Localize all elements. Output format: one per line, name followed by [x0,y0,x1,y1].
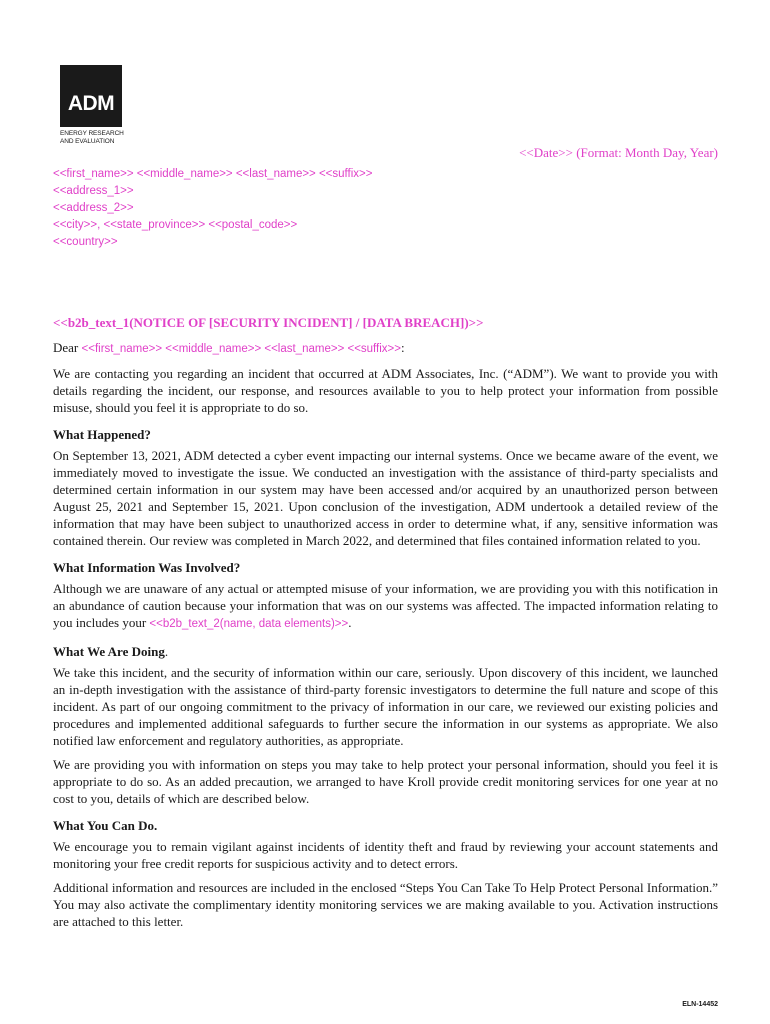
information-involved-text: Although we are unaware of any actual or attempted misuse of your information, we are providing you with this notification in an abundance of caution because your information that was on our systems was affected. The impacted information relating to you includes your [53,581,718,630]
address-line-name: <<first_name>> <<middle_name>> <<last_name>> <<suffix>> [53,168,373,180]
data-elements-placeholder: <<b2b_text_2(name, data elements)>> [149,618,349,630]
address-line-country: <<country>> [53,236,118,248]
greeting-name-placeholder: <<first_name>> <<middle_name>> <<last_name>> <<suffix>> [81,343,401,355]
information-involved-paragraph [53,580,718,633]
letter-body [53,314,718,937]
greeting-prefix: Dear [53,340,82,355]
logo-mark: ADM [67,92,115,115]
greeting-colon: : [400,340,405,355]
information-involved-period: . [348,615,352,630]
adm-logo [60,65,122,127]
address-line-city: <<city>>, <<state_province>> <<postal_code>> [53,219,298,231]
address-line-1: <<address_1>> [53,185,134,197]
what-we-are-doing-heading-text: What We Are Doing [53,644,165,659]
what-happened-paragraph: On September 13, 2021, ADM detected a cyber event impacting our internal systems. Once we became aware of the event, we immediately moved to investigate the issue. We conducted an investigation with the assistance of third-party specialists and determined certain information in our system may have been accessed and/or acquired by an unauthorized person between August 25, 2021 and September 15, 2021. Upon conclusion of the investigation, ADM undertook a detailed review of the information that may have been subject to unauthorized access in order to determine what, if any, sensitive information was contained therein. Our review was completed in March 2022, and determined that files contained information related to you. [53,448,718,548]
what-we-are-doing-heading-period: . [164,644,169,659]
section-heading-what-you-can-do: What You Can Do. [53,818,158,833]
logo-subtitle-line2: AND EVALUATION [60,137,115,145]
footer-code: ELN-14452 [682,1001,718,1008]
what-we-are-doing-paragraph-2: We are providing you with information on steps you may take to help protect your personal information, should you feel it is appropriate to do so. As an added precaution, we arranged to have Kroll provide credit monitoring services for one year at no cost to you, details of which are described below. [53,757,718,806]
section-heading-what-happened: What Happened? [53,427,151,442]
what-you-can-do-paragraph-1: We encourage you to remain vigilant against incidents of identity theft and fraud by reviewing your account statements and monitoring your free credit reports for suspicious activity and to detect errors. [53,839,718,871]
section-heading-information-involved: What Information Was Involved? [53,560,241,575]
notice-headline: <<b2b_text_1(NOTICE OF [SECURITY INCIDENT] / [DATA BREACH])>> [53,315,484,330]
intro-paragraph: We are contacting you regarding an incident that occurred at ADM Associates, Inc. (“ADM”). We want to provide you with details regarding the incident, our response, and resources available to you to help protect your information from possible misuse, should you feel it is appropriate to do so. [53,366,718,415]
greeting [53,339,718,358]
address-line-2: <<address_2>> [53,202,134,214]
section-heading-what-we-are-doing [53,643,718,660]
what-you-can-do-paragraph-2: Additional information and resources are included in the enclosed “Steps You Can Take To Help Protect Personal Information.” You may also activate the complimentary identity monitoring services we are making available to you. Activation instructions are attached to this letter. [53,880,718,929]
what-we-are-doing-paragraph-1: We take this incident, and the security of information within our care, seriously. Upon discovery of this incident, we launched an in-depth investigation with the assistance of third-party forensic investigators to determine the full nature and scope of this incident. As part of our ongoing commitment to the privacy of information in our care, we reviewed our existing policies and procedures and implemented additional safeguards to further secure the information in our systems as appropriate. We also notified law enforcement and regulatory authorities, as appropriate. [53,665,718,748]
logo-subtitle [60,130,150,145]
date-placeholder: <<Date>> (Format: Month Day, Year) [519,145,718,160]
logo-subtitle-line1: ENERGY RESEARCH [60,130,124,137]
recipient-address [53,166,372,251]
